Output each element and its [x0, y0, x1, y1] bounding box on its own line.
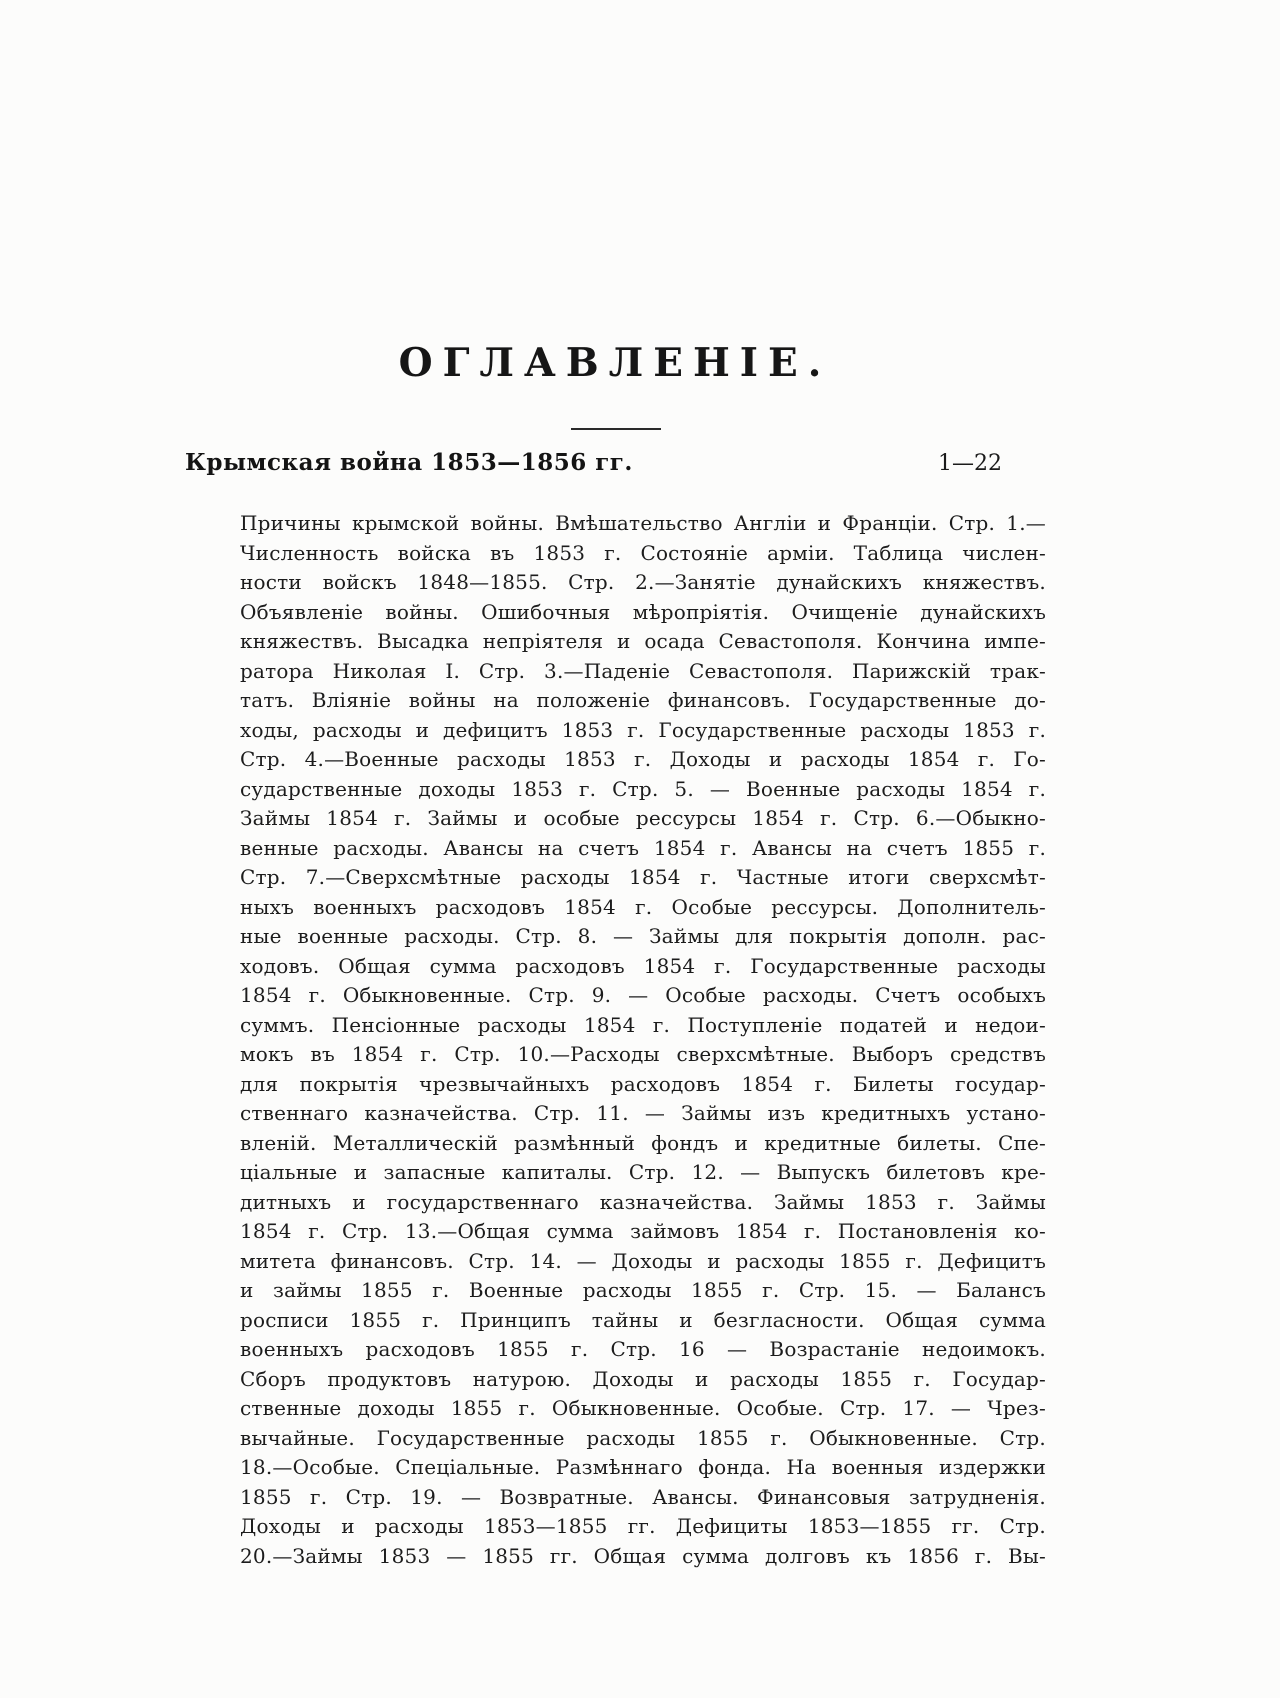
- toc-line: Сборъ продуктовъ натурою. Доходы и расходы 1855 г. Государ-: [240, 1366, 1046, 1391]
- toc-line: ратора Николая I. Стр. 3.—Паденіе Севастополя. Парижскій трак-: [240, 658, 1046, 683]
- toc-line: ходы, расходы и дефицитъ 1853 г. Государственные расходы 1853 г.: [240, 717, 1046, 742]
- toc-line: Стр. 7.—Сверхсмѣтные расходы 1854 г. Частные итоги сверхсмѣт-: [240, 865, 1046, 889]
- toc-line: ственнаго казначейства. Стр. 11. — Займы изъ кредитныхъ устано-: [240, 1101, 1046, 1125]
- toc-line: вычайные. Государственные расходы 1855 г. Обыкновенные. Стр.: [240, 1425, 1046, 1450]
- toc-line: ности войскъ 1848—1855. Стр. 2.—Занятіе дунайскихъ княжествъ.: [240, 570, 1046, 594]
- toc-line: Доходы и расходы 1853—1855 гг. Дефициты 1853—1855 гг. Стр.: [240, 1514, 1046, 1538]
- toc-line: Займы 1854 г. Займы и особые рессурсы 1854 г. Стр. 6.—Обыкно-: [240, 806, 1046, 830]
- toc-line: ходовъ. Общая сумма расходовъ 1854 г. Государственные расходы: [240, 953, 1046, 978]
- toc-line: венные расходы. Авансы на счетъ 1854 г. Авансы на счетъ 1855 г.: [240, 835, 1046, 860]
- toc-line: мокъ въ 1854 г. Стр. 10.—Расходы сверхсмѣтные. Выборъ средствъ: [240, 1042, 1046, 1066]
- toc-line: Численность войска въ 1853 г. Состояніе арміи. Таблица числен-: [240, 540, 1046, 565]
- toc-line: митета финансовъ. Стр. 14. — Доходы и расходы 1855 г. Дефицитъ: [240, 1248, 1046, 1273]
- toc-line: ные военные расходы. Стр. 8. — Займы для покрытія дополн. рас-: [240, 924, 1046, 948]
- toc-line: 20.—Займы 1853 — 1855 гг. Общая сумма долговъ къ 1856 г. Вы-: [240, 1543, 1046, 1568]
- toc-line: вленій. Металлическій размѣнный фондъ и кредитные билеты. Спе-: [240, 1130, 1046, 1155]
- toc-entry-page-range: 1—22: [938, 451, 1002, 476]
- toc-line: сударственные доходы 1853 г. Стр. 5. — Военные расходы 1854 г.: [240, 776, 1046, 801]
- toc-line: ственные доходы 1855 г. Обыкновенные. Особые. Стр. 17. — Чрез-: [240, 1396, 1046, 1420]
- toc-line: и займы 1855 г. Военные расходы 1855 г. Стр. 15. — Балансъ: [240, 1278, 1046, 1302]
- toc-line: ныхъ военныхъ расходовъ 1854 г. Особые рессурсы. Дополнитель-: [240, 894, 1046, 919]
- toc-line: Стр. 4.—Военные расходы 1853 г. Доходы и расходы 1854 г. Го-: [240, 747, 1046, 771]
- toc-entry: [185, 449, 1002, 476]
- toc-line: татъ. Вліяніе войны на положеніе финансовъ. Государственные до-: [240, 688, 1046, 712]
- toc-line: ціальные и запасные капиталы. Стр. 12. — Выпускъ билетовъ кре-: [240, 1160, 1046, 1184]
- toc-line: 18.—Особые. Спеціальные. Размѣннаго фонда. На военныя издержки: [240, 1455, 1046, 1479]
- toc-entry-heading: Крымская война 1853—1856 гг.: [185, 449, 633, 476]
- page-title: ОГЛАВЛЕНІЕ.: [398, 340, 832, 386]
- toc-line: княжествъ. Высадка непріятеля и осада Севастополя. Кончина импе-: [240, 629, 1046, 653]
- toc-line: Причины крымской войны. Вмѣшательство Англіи и Франціи. Стр. 1.—: [240, 511, 1046, 535]
- toc-line: 1855 г. Стр. 19. — Возвратные. Авансы. Финансовыя затрудненія.: [240, 1484, 1046, 1509]
- toc-line: 1854 г. Стр. 13.—Общая сумма займовъ 1854 г. Постановленія ко-: [240, 1219, 1046, 1243]
- toc-line: военныхъ расходовъ 1855 г. Стр. 16 — Возрастаніе недоимокъ.: [240, 1337, 1046, 1361]
- toc-line: росписи 1855 г. Принципъ тайны и безгласности. Общая сумма: [240, 1307, 1046, 1332]
- toc-body: [240, 509, 1046, 1571]
- toc-line: дитныхъ и государственнаго казначейства. Займы 1853 г. Займы: [240, 1189, 1046, 1214]
- toc-line: суммъ. Пенсіонные расходы 1854 г. Поступленіе податей и недои-: [240, 1012, 1046, 1037]
- toc-line: 1854 г. Обыкновенные. Стр. 9. — Особые расходы. Счетъ особыхъ: [240, 983, 1046, 1007]
- title-divider-rule: [571, 428, 661, 430]
- toc-line: Объявленіе войны. Ошибочныя мѣропріятія. Очищеніе дунайскихъ: [240, 599, 1046, 624]
- toc-line: для покрытія чрезвычайныхъ расходовъ 1854 г. Билеты государ-: [240, 1071, 1046, 1096]
